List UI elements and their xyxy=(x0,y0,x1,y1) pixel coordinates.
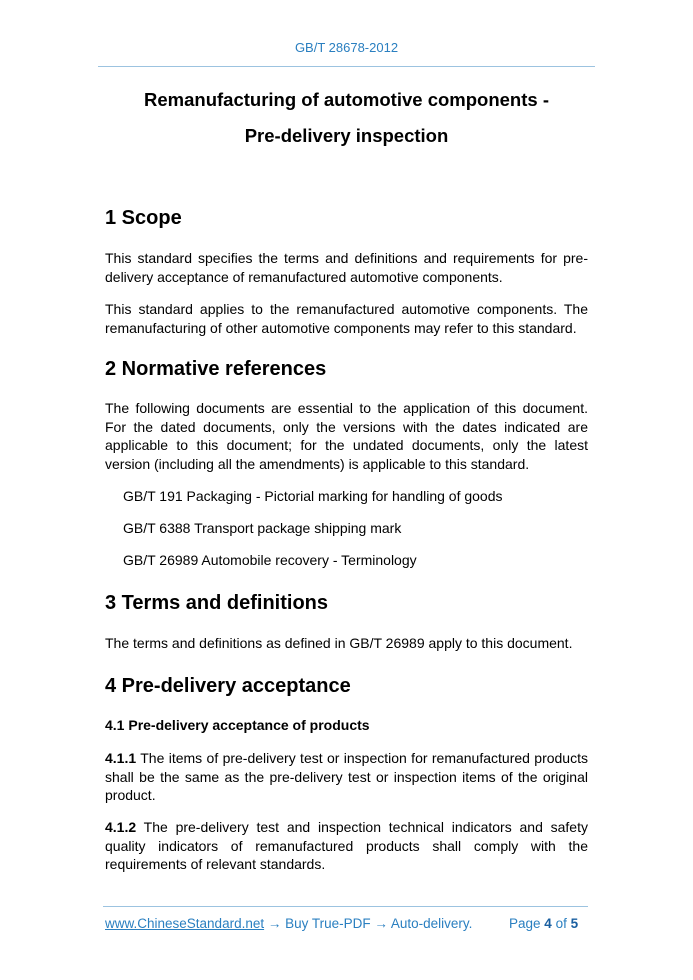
title-line-2: Pre-delivery inspection xyxy=(244,125,449,146)
scope-paragraph-2: This standard applies to the remanufactured automotive components. The remanufacturing of other automotive components may refer to this standard. xyxy=(105,301,588,336)
title-line-1: Remanufacturing of automotive components - xyxy=(144,89,549,110)
heading-scope: 1 Scope xyxy=(105,207,182,229)
clause-4-1-2 xyxy=(105,818,588,874)
heading-terms: 3 Terms and definitions xyxy=(105,592,328,614)
header-rule xyxy=(98,66,595,67)
footer-link[interactable]: www.ChineseStandard.net xyxy=(105,916,265,931)
page-label: Page xyxy=(509,916,541,931)
heading-normative-references: 2 Normative references xyxy=(105,358,327,380)
page-indicator xyxy=(509,916,578,931)
clause-number: 4.1.2 xyxy=(105,819,137,835)
terms-paragraph: The terms and definitions as defined in GB/T 26989 apply to this document. xyxy=(105,635,573,651)
footer-rule xyxy=(103,906,588,907)
clause-text: The pre-delivery test and inspection technical indicators and safety quality indicators of remanufactured products shall comply with the requirements of relevant standards. xyxy=(105,819,588,873)
clause-4-1-1 xyxy=(105,749,588,805)
footer-promo xyxy=(105,916,472,931)
clause-text: The items of pre-delivery test or inspection for remanufactured products shall be the same as the pre-delivery test or inspection items of the original product. xyxy=(105,750,588,804)
page-total: 5 xyxy=(570,916,579,931)
normative-paragraph: The following documents are essential to the application of this document. For the dated documents, only the versions with the dates indicated are applicable to this document; for the undated documents, only the latest version (including all the amendments) is applicable to this standard. xyxy=(105,400,588,473)
header-doc-number: GB/T 28678-2012 xyxy=(294,40,399,55)
heading-pre-delivery: 4 Pre-delivery acceptance xyxy=(105,675,351,697)
subheading-4-1: 4.1 Pre-delivery acceptance of products xyxy=(105,717,370,733)
scope-paragraph-1: This standard specifies the terms and definitions and requirements for pre-delivery acceptance of remanufactured automotive components. xyxy=(105,250,588,285)
footer-tail: → Buy True-PDF → Auto-delivery. xyxy=(264,916,473,931)
reference-item: GB/T 26989 Automobile recovery - Terminology xyxy=(123,552,417,568)
of-label: of xyxy=(555,916,567,931)
page-number: 4 xyxy=(544,916,552,931)
reference-item: GB/T 6388 Transport package shipping mark xyxy=(123,520,402,536)
reference-item: GB/T 191 Packaging - Pictorial marking for handling of goods xyxy=(123,488,503,504)
clause-number: 4.1.1 xyxy=(105,750,137,766)
